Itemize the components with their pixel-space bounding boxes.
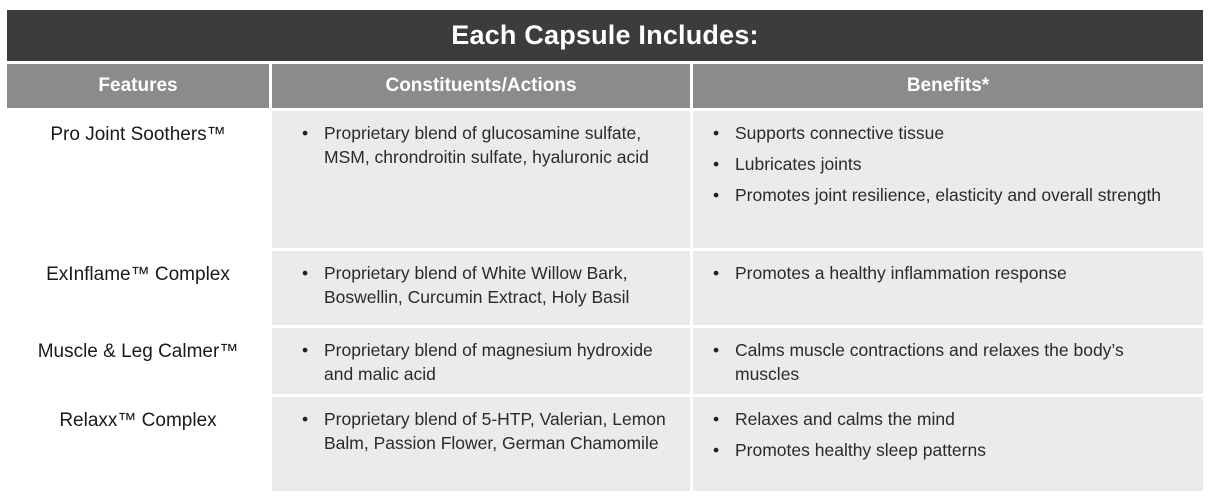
benefits-cell (693, 397, 1203, 491)
feature-name: Muscle & Leg Calmer™ (7, 328, 269, 394)
constituent-item: • Proprietary blend of White Willow Bark, Boswellin, Curcumin Extract, Holy Basil (280, 261, 674, 309)
benefit-item: • Calms muscle contractions and relaxes the body’s muscles (701, 338, 1187, 386)
constituents-cell (272, 397, 690, 491)
benefits-cell (693, 251, 1203, 325)
benefit-item: • Promotes joint resilience, elasticity and overall strength (701, 183, 1187, 207)
table-row (7, 328, 1203, 394)
header-constituents: Constituents/Actions (272, 64, 690, 108)
constituents-cell (272, 111, 690, 248)
constituents-cell (272, 251, 690, 325)
benefit-item: • Relaxes and calms the mind (701, 407, 1187, 431)
benefit-item: • Lubricates joints (701, 152, 1187, 176)
feature-name: Relaxx™ Complex (7, 397, 269, 491)
header-row (7, 64, 1203, 108)
benefits-cell (693, 111, 1203, 248)
ingredients-table (7, 10, 1203, 491)
header-features: Features (7, 64, 269, 108)
table-row (7, 397, 1203, 491)
benefit-item: • Supports connective tissue (701, 121, 1187, 145)
constituent-item: • Proprietary blend of magnesium hydroxide and malic acid (280, 338, 674, 386)
constituent-item: • Proprietary blend of 5-HTP, Valerian, Lemon Balm, Passion Flower, German Chamomile (280, 407, 674, 455)
table-title: Each Capsule Includes: (7, 10, 1203, 61)
table-row (7, 251, 1203, 325)
constituents-cell (272, 328, 690, 394)
benefit-item: • Promotes healthy sleep patterns (701, 438, 1187, 462)
benefit-item: • Promotes a healthy inflammation response (701, 261, 1187, 285)
feature-name: Pro Joint Soothers™ (7, 111, 269, 248)
feature-name: ExInflame™ Complex (7, 251, 269, 325)
constituent-item: • Proprietary blend of glucosamine sulfate, MSM, chrondroitin sulfate, hyaluronic acid (280, 121, 674, 169)
table-row (7, 111, 1203, 248)
header-benefits: Benefits* (693, 64, 1203, 108)
benefits-cell (693, 328, 1203, 394)
